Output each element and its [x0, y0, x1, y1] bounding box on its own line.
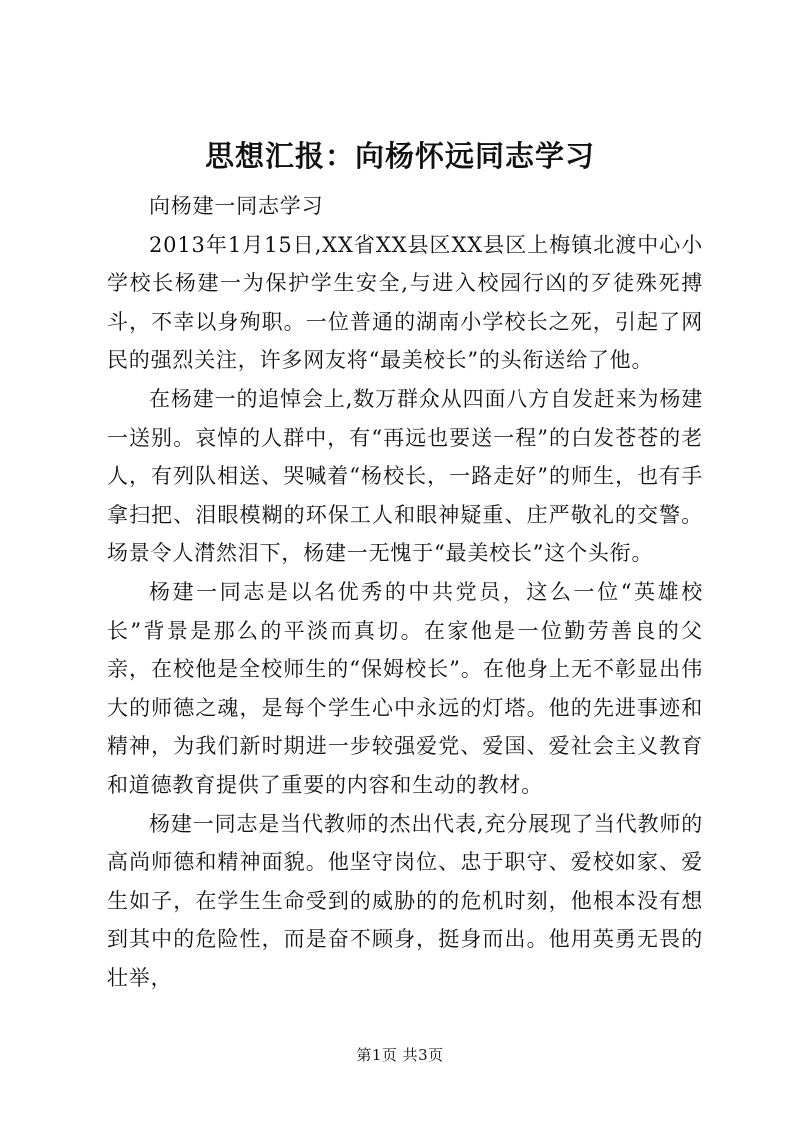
paragraph: 2013年1月15日,XX省XX县区XX县区上梅镇北渡中心小学校长杨建一为保护学生安全,与进入校园行凶的歹徒殊死搏斗，不幸以身殉职。一位普通的湖南小学校长之死，引起了网民的强烈关注，许多网友将“最美校长”的头衔送给了他。 [107, 232, 703, 373]
document-title: 思想汇报：向杨怀远同志学习 [204, 139, 595, 173]
paragraph-subtitle: 向杨建一同志学习 [149, 194, 324, 218]
page-footer: 第1页 共3页 [356, 1046, 444, 1064]
document-body [107, 187, 703, 997]
paragraph: 杨建一同志是当代教师的杰出代表,充分展现了当代教师的高尚师德和精神面貌。他坚守岗位、忠于职守、爱校如家、爱生如子，在学生生命受到的威胁的的危机时刻，他根本没有想到其中的危险性，而是奋不顾身，挺身而出。他用英勇无畏的壮举， [107, 811, 703, 990]
paragraph: 杨建一同志是以名优秀的中共党员，这么一位“英雄校长”背景是那么的平淡而真切。在家他是一位勤劳善良的父亲，在校他是全校师生的“保姆校长”。在他身上无不彰显出伟大的师德之魂，是每个学生心中永远的灯塔。他的先进事迹和精神，为我们新时期进一步较强爱党、爱国、爱社会主义教育和道德教育提供了重要的内容和生动的教材。 [107, 579, 703, 797]
paragraph: 在杨建一的追悼会上,数万群众从四面八方自发赶来为杨建一送别。哀悼的人群中，有“再远也要送一程”的白发苍苍的老人，有列队相送、哭喊着“杨校长，一路走好”的师生，也有手拿扫把、泪眼模糊的环保工人和眼神疑重、庄严敬礼的交警。场景令人潸然泪下，杨建一无愧于“最美校长”这个头衔。 [107, 386, 703, 566]
